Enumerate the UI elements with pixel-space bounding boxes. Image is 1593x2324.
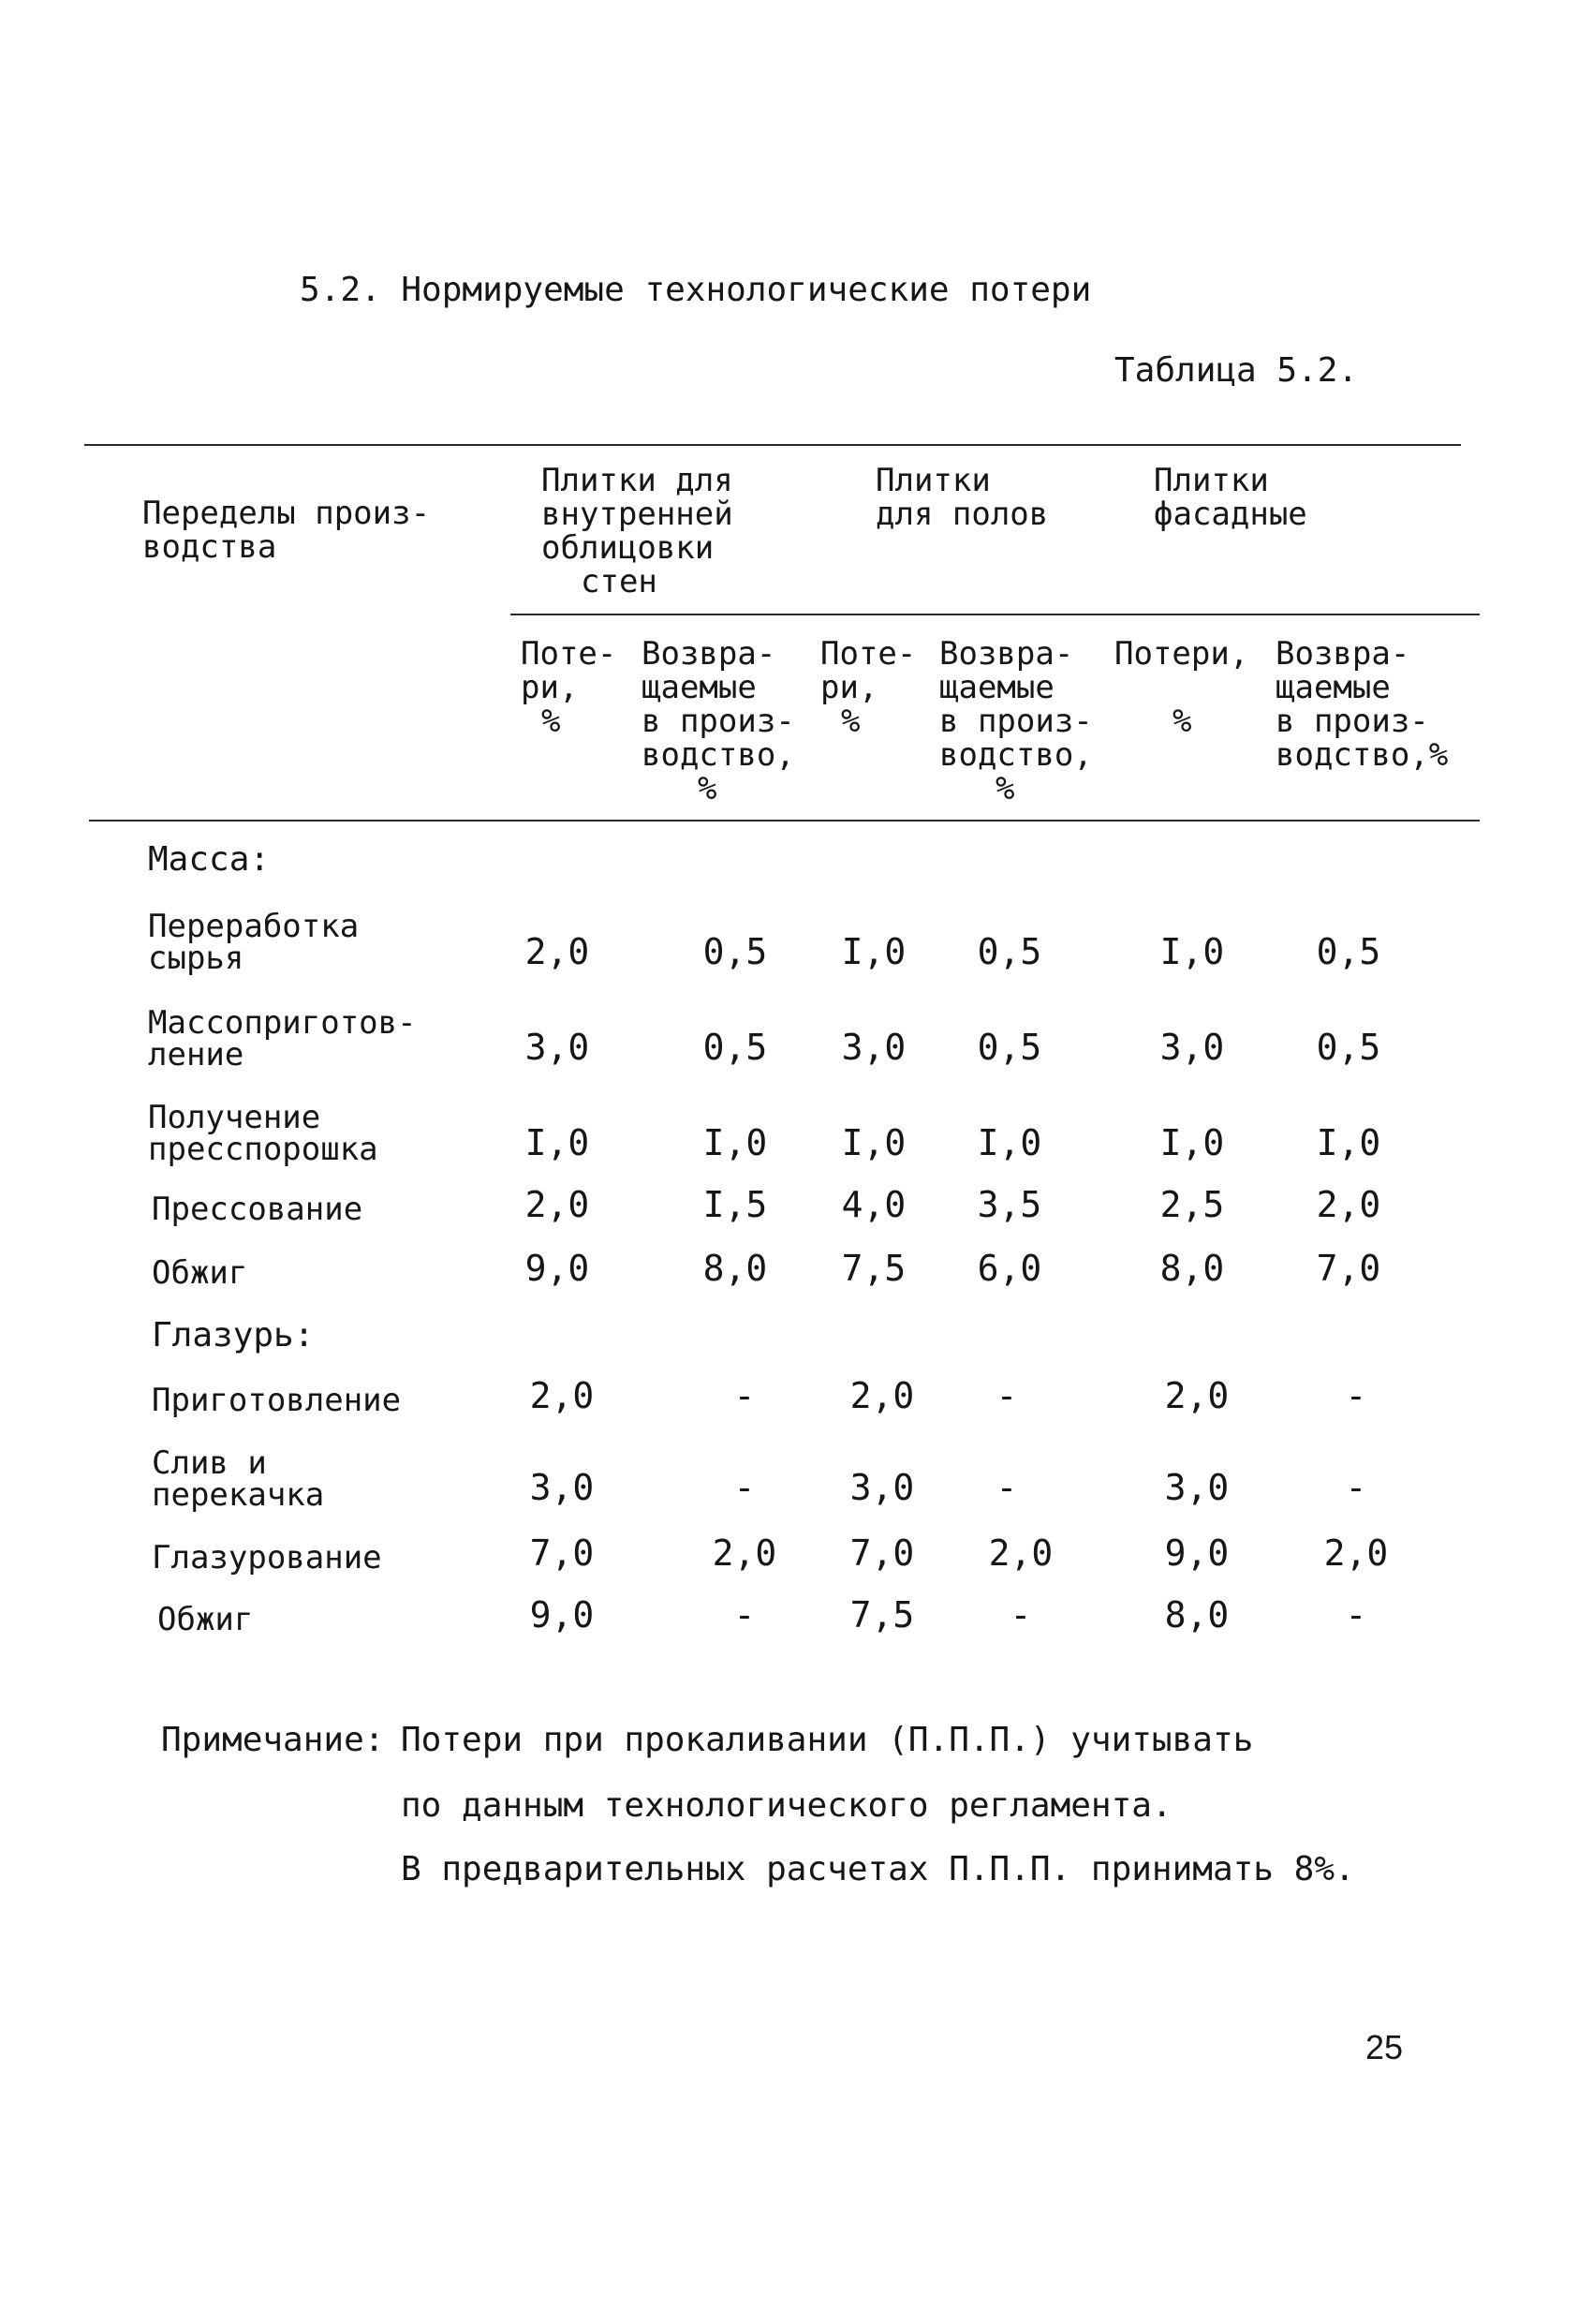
row-label: Обжиг [157,1601,254,1638]
cell-floor-losses: 3,0 [849,1467,915,1508]
cell-facade-losses: 2,5 [1159,1184,1225,1225]
cell-facade-losses: 8,0 [1164,1594,1230,1636]
cell-wall-returned: - [733,1375,756,1416]
cell-wall-returned: I,5 [702,1184,768,1225]
row-label: Приготовление [152,1382,402,1419]
cell-wall-losses: 2,0 [529,1375,595,1416]
cell-wall-losses: 2,0 [524,931,590,972]
header-sub-wall-returned: Возвра- щаемые в произ- водство, % [642,635,795,807]
cell-facade-returned: 2,0 [1323,1532,1389,1574]
cell-facade-losses: I,0 [1159,931,1225,972]
cell-floor-returned: 2,0 [988,1532,1054,1574]
cell-floor-returned: - [996,1375,1018,1416]
header-stage-column: Переделы произ- водства [142,495,431,566]
table-top-rule [84,444,1461,446]
section-heading-mass: Масса: [148,840,271,879]
cell-wall-returned: 0,5 [702,1027,768,1068]
cell-floor-losses: I,0 [841,1122,907,1163]
cell-wall-losses: I,0 [524,1122,590,1163]
row-label: Обжиг [152,1254,248,1292]
cell-facade-returned: 0,5 [1316,1027,1381,1068]
cell-floor-returned: - [996,1467,1018,1508]
cell-floor-returned: - [1010,1594,1032,1636]
note-line: Потери при прокаливании (П.П.П.) учитывать [401,1721,1254,1759]
cell-facade-losses: 9,0 [1164,1532,1230,1574]
cell-facade-returned: 2,0 [1316,1184,1381,1225]
cell-wall-losses: 9,0 [524,1248,590,1289]
header-group-wall-tiles: Плитки для внутренней облицовки стен [541,462,733,600]
cell-floor-returned: I,0 [977,1122,1042,1163]
row-label: Слив и перекачка [152,1444,325,1514]
cell-wall-losses: 7,0 [529,1532,595,1574]
cell-wall-returned: 8,0 [702,1248,768,1289]
cell-wall-losses: 3,0 [529,1467,595,1508]
header-group-rule [510,614,1480,615]
cell-floor-losses: 7,0 [849,1532,915,1574]
note-line: по данным технологического регламента. [401,1786,1173,1825]
cell-wall-returned: I,0 [702,1122,768,1163]
cell-floor-losses: 2,0 [849,1375,915,1416]
header-sub-wall-losses: Поте- ри, % [521,635,617,740]
header-sub-floor-returned: Возвра- щаемые в произ- водство, % [939,635,1093,807]
cell-facade-returned: I,0 [1316,1122,1381,1163]
row-label: Прессование [152,1191,363,1228]
header-sub-floor-losses: Поте- ри, % [820,635,917,740]
cell-wall-returned: 0,5 [702,931,768,972]
cell-floor-losses: 4,0 [841,1184,907,1225]
cell-floor-losses: 7,5 [841,1248,907,1289]
cell-wall-losses: 2,0 [524,1184,590,1225]
row-label: Получение пресспорошка [148,1099,378,1168]
header-sub-facade-returned: Возвра- щаемые в произ- водство,% [1276,635,1449,774]
row-label: Переработка сырья [148,908,360,977]
cell-wall-returned: - [733,1467,756,1508]
row-label: Массоприготов- ление [148,1004,417,1073]
cell-facade-returned: - [1345,1375,1367,1416]
cell-floor-returned: 0,5 [977,1027,1042,1068]
cell-floor-losses: 3,0 [841,1027,907,1068]
cell-facade-returned: - [1345,1594,1367,1636]
note-line: В предварительных расчетах П.П.П. принимать 8%. [401,1850,1355,1888]
cell-floor-returned: 0,5 [977,931,1042,972]
cell-facade-losses: 8,0 [1159,1248,1225,1289]
cell-wall-returned: 2,0 [712,1532,777,1574]
cell-facade-losses: I,0 [1159,1122,1225,1163]
row-label: Глазурование [152,1539,382,1576]
cell-wall-losses: 3,0 [524,1027,590,1068]
header-sub-facade-losses: Потери, % [1114,635,1249,740]
cell-facade-returned: 0,5 [1316,931,1381,972]
cell-floor-losses: I,0 [841,931,907,972]
cell-facade-losses: 3,0 [1159,1027,1225,1068]
cell-floor-losses: 7,5 [849,1594,915,1636]
cell-floor-returned: 6,0 [977,1248,1042,1289]
section-title: 5.2. Нормируемые технологические потери [300,271,1092,309]
header-group-floor-tiles: Плитки для полов [876,462,1049,533]
cell-floor-returned: 3,5 [977,1184,1042,1225]
note-label: Примечание: [161,1721,385,1759]
header-bottom-rule [89,820,1480,822]
cell-facade-losses: 3,0 [1164,1467,1230,1508]
cell-facade-returned: - [1345,1467,1367,1508]
cell-facade-losses: 2,0 [1164,1375,1230,1416]
cell-wall-returned: - [733,1594,756,1636]
cell-wall-losses: 9,0 [529,1594,595,1636]
header-group-facade-tiles: Плитки фасадные [1154,462,1307,533]
page-number: 25 [1365,2028,1404,2066]
cell-facade-returned: 7,0 [1316,1248,1381,1289]
section-heading-glaze: Глазурь: [152,1316,315,1354]
table-caption: Таблица 5.2. [1114,351,1359,390]
